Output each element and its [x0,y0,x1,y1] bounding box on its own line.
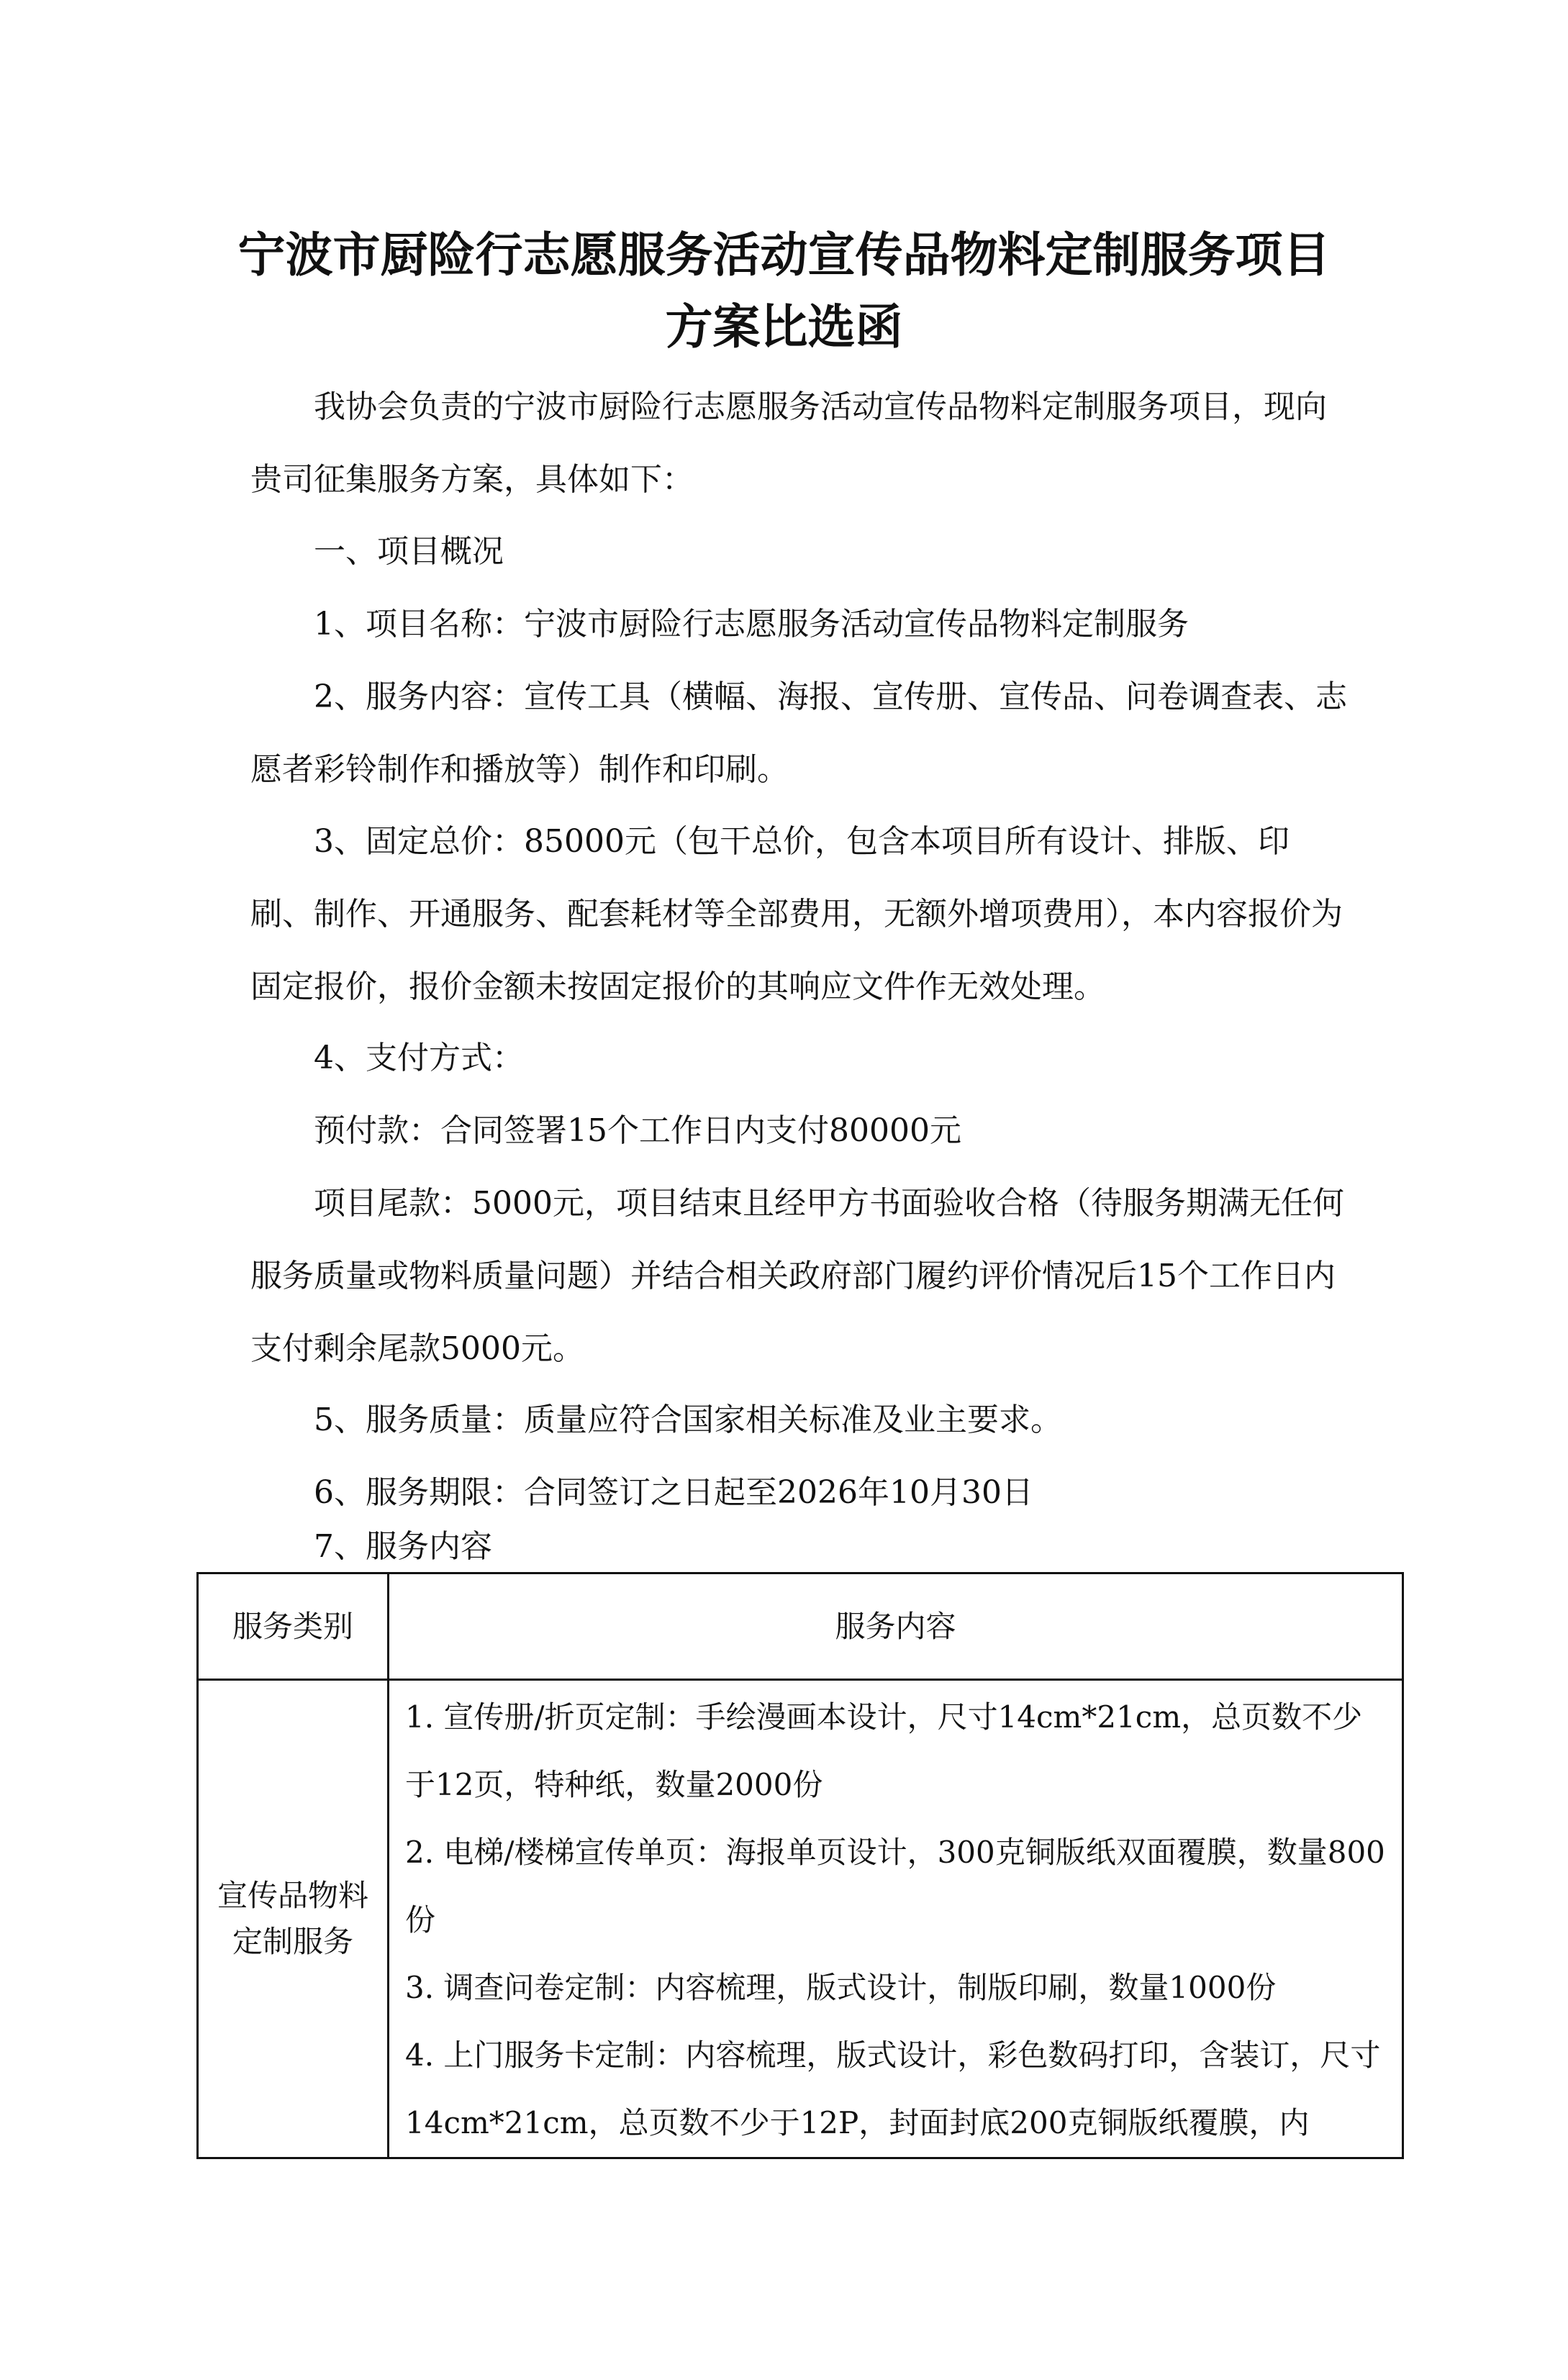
list-item: 3. 调查问卷定制：内容梳理，版式设计，制版印刷，数量1000份 [405,1970,1277,2005]
service-content-table [196,1572,1404,2159]
fixed-price-item: 3、固定总价：85000元（包干总价，包含本项目所有设计、排版、印刷、制作、开通服务、配套耗材等全部费用，无额外增项费用），本内容报价为固定报价，报价金额未按固定报价的其响应文件作无效处理。 [250,823,1343,1005]
section-overview-heading: 一、项目概况 [314,533,504,570]
service-period-item: 6、服务期限：合同签订之日起至2026年10月30日 [314,1474,1033,1511]
table-header-row [198,1573,1403,1680]
service-quality-item: 5、服务质量：质量应符合国家相关标准及业主要求。 [314,1402,1062,1438]
prepayment-line: 预付款：合同签署15个工作日内支付80000元 [314,1112,961,1149]
document-title-line-2: 方案比选函 [665,299,903,355]
service-content-item: 2、服务内容：宣传工具（横幅、海报、宣传册、宣传品、问卷调查表、志愿者彩铃制作和播放等）制作和印刷。 [250,678,1347,788]
service-content-heading: 7、服务内容 [314,1528,492,1565]
project-name-item: 1、项目名称：宁波市厨险行志愿服务活动宣传品物料定制服务 [314,606,1189,642]
service-category-cell: 宣传品物料定制服务 [198,1680,389,2158]
list-item: 4. 上门服务卡定制：内容梳理，版式设计，彩色数码打印，含装订，尺寸14cm*21cm，总页数不少于12P，封面封底200克铜版纸覆膜，内 [405,2038,1381,2140]
intro-paragraph: 我协会负责的宁波市厨险行志愿服务活动宣传品物料定制服务项目，现向贵司征集服务方案，具体如下： [250,389,1327,498]
list-item: 2. 电梯/楼梯宣传单页：海报单页设计，300克铜版纸双面覆膜，数量800份 [405,1835,1385,1938]
payment-method-item: 4、支付方式： [314,1040,524,1076]
table-row [198,1680,1403,2158]
document-title-line-1: 宁波市厨险行志愿服务活动宣传品物料定制服务项目 [237,227,1331,283]
service-content-cell [389,1680,1403,2158]
final-payment-paragraph: 项目尾款：5000元，项目结束且经甲方书面验收合格（待服务期满无任何服务质量或物料质量问题）并结合相关政府部门履约评价情况后15个工作日内支付剩余尾款5000元。 [250,1185,1344,1367]
header-service-content: 服务内容 [389,1573,1403,1680]
header-service-category: 服务类别 [198,1573,389,1680]
list-item: 1. 宣传册/折页定制：手绘漫画本设计，尺寸14cm*21cm，总页数不少于12页，特种纸，数量2000份 [405,1699,1363,1802]
